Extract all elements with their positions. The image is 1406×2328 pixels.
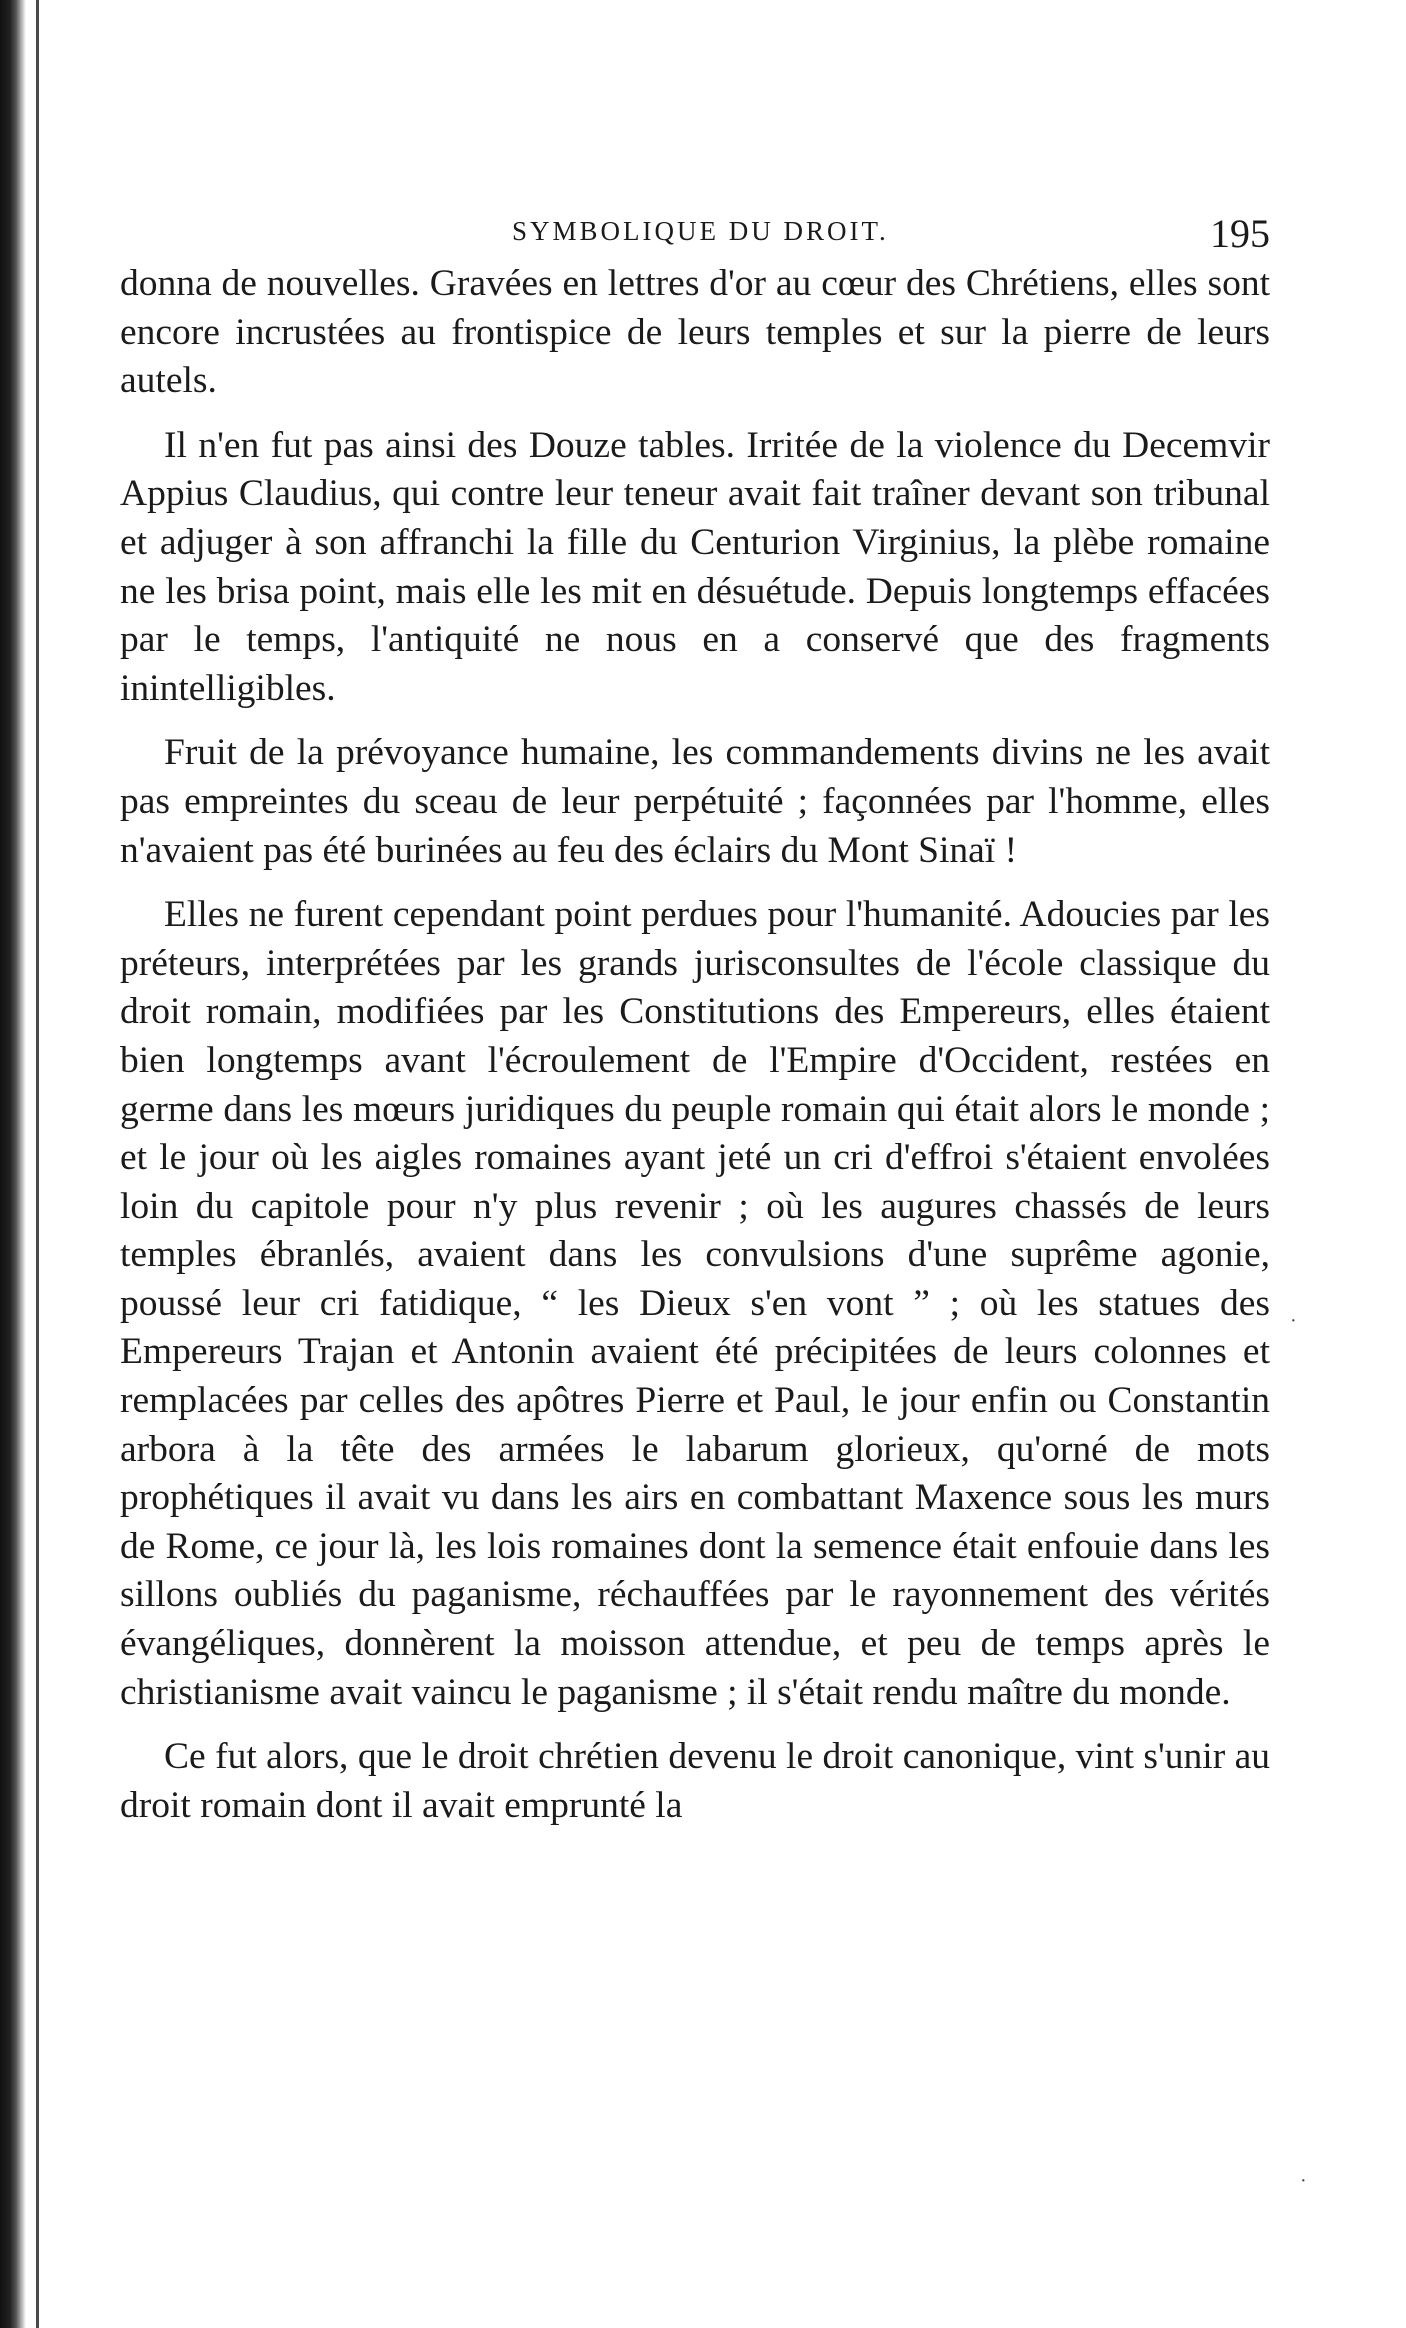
paragraph-humanite: Elles ne furent cependant point perdues pour l'humanité. Adoucies par les préteurs, interprétées par les grands jurisconsultes de l'école classique du droit romain, modifiées par les Constitutions des Empereurs, elles étaient bien longtemps avant l'écroulement de l'Empire d'Occident, restées en germe dans les mœurs juridiques du peuple romain qui était alors le monde ; et le jour où les aigles romaines ayant jeté un cri d'effroi s'étaient envolées loin du capitole pour n'y plus revenir ; où les augures chassés de leurs temples ébranlés, avaient dans les convulsions d'une suprême agonie, poussé leur cri fatidique, “ les Dieux s'en vont ” ; où les statues des Empereurs Trajan et Antonin avaient été précipitées de leurs colonnes et remplacées par celles des apôtres Pierre et Paul, le jour enfin ou Constantin arbora à la tête des armées le labarum glorieux, qu'orné de mots prophétiques il avait vu dans les airs en combattant Maxence sous les murs de Rome, ce jour là, les lois romaines dont la semence était enfouie dans les sillons oubliés du paganisme, réchauffées par le rayonnement des vérités évangéliques, donnèrent la moisson attendue, et peu de temps après le christianisme avait vaincu le paganisme ; il s'était rendu maître du monde. <box>120 894 1270 1713</box>
scan-speck: · <box>1290 1310 1297 1332</box>
page-number: 195 <box>1210 211 1270 256</box>
running-title: SYMBOLIQUE DU DROIT. <box>512 216 889 246</box>
scan-binding-edge <box>0 0 26 2328</box>
scan-gutter-line <box>36 0 39 2328</box>
body-text <box>120 260 1270 1846</box>
paragraph-prevoyance: Fruit de la prévoyance humaine, les commandements divins ne les avait pas empreintes du sceau de leur perpétuité ; façonnées par l'homme, elles n'avaient pas été burinées au feu des éclairs du Mont Sinaï ! <box>120 732 1270 871</box>
paragraph-continuation: donna de nouvelles. Gravées en lettres d'or au cœur des Chrétiens, elles sont encore incrustées au frontispice de leurs temples et sur la pierre de leurs autels. <box>120 263 1270 402</box>
scan-speck: · <box>1300 2170 1307 2192</box>
running-head <box>0 210 1406 260</box>
paragraph-droit-canonique: Ce fut alors, que le droit chrétien devenu le droit canonique, vint s'unir au droit romain dont il avait emprunté la <box>120 1736 1270 1826</box>
paragraph-douze-tables: Il n'en fut pas ainsi des Douze tables. Irritée de la violence du Decemvir Appius Claudius, qui contre leur teneur avait fait traîner devant son tribunal et adjuger à son affranchi la fille du Centurion Virginius, la plèbe romaine ne les brisa point, mais elle les mit en désuétude. Depuis longtemps effacées par le temps, l'antiquité ne nous en a conservé que des fragments inintelligibles. <box>120 424 1270 709</box>
